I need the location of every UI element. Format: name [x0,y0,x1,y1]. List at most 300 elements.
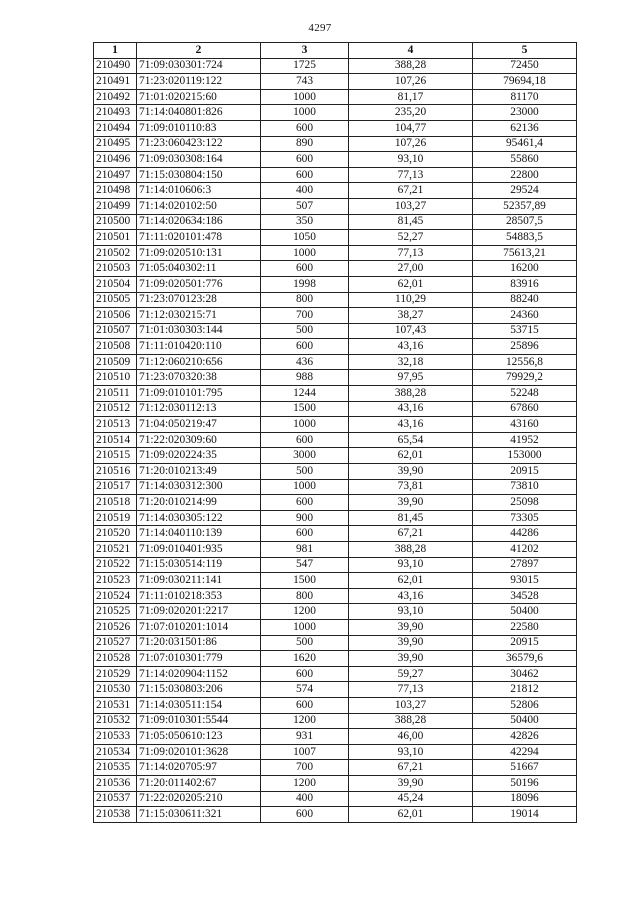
cadastral-number: 71:20:010213:49 [137,464,261,480]
table-row [94,323,577,339]
cadastral-number: 71:23:060423:122 [137,136,261,152]
cadastral-number: 71:09:010101:795 [137,386,261,402]
row-number: 210528 [94,651,137,667]
area-value: 800 [261,292,349,308]
column-header-4: 4 [349,43,473,59]
area-value: 600 [261,666,349,682]
row-number: 210502 [94,245,137,261]
row-number: 210512 [94,401,137,417]
data-table [93,42,577,823]
rate-value: 107,26 [349,136,473,152]
cadastral-number: 71:20:011402:67 [137,775,261,791]
rate-value: 43,16 [349,401,473,417]
row-number: 210517 [94,479,137,495]
cadastral-number: 71:14:020102:50 [137,198,261,214]
row-number: 210504 [94,276,137,292]
area-value: 1050 [261,230,349,246]
column-header-2: 2 [137,43,261,59]
rate-value: 388,28 [349,542,473,558]
area-value: 1500 [261,401,349,417]
amount-value: 23000 [473,105,577,121]
area-value: 400 [261,183,349,199]
area-value: 1998 [261,276,349,292]
area-value: 600 [261,432,349,448]
area-value: 1244 [261,386,349,402]
area-value: 600 [261,167,349,183]
area-value: 1200 [261,713,349,729]
row-number: 210530 [94,682,137,698]
amount-value: 22580 [473,619,577,635]
amount-value: 54883,5 [473,230,577,246]
rate-value: 67,21 [349,183,473,199]
area-value: 600 [261,261,349,277]
rate-value: 93,10 [349,744,473,760]
area-value: 436 [261,354,349,370]
amount-value: 73305 [473,510,577,526]
area-value: 1000 [261,619,349,635]
cadastral-number: 71:07:010201:1014 [137,619,261,635]
row-number: 210537 [94,791,137,807]
area-value: 400 [261,791,349,807]
rate-value: 65,54 [349,432,473,448]
rate-value: 39,90 [349,635,473,651]
rate-value: 97,95 [349,370,473,386]
rate-value: 27,00 [349,261,473,277]
area-value: 350 [261,214,349,230]
cadastral-number: 71:09:020201:2217 [137,604,261,620]
amount-value: 72450 [473,58,577,74]
rate-value: 46,00 [349,729,473,745]
table-row [94,495,577,511]
rate-value: 104,77 [349,120,473,136]
area-value: 743 [261,74,349,90]
amount-value: 67860 [473,401,577,417]
row-number: 210514 [94,432,137,448]
table-row [94,542,577,558]
area-value: 1000 [261,479,349,495]
row-number: 210509 [94,354,137,370]
area-value: 1725 [261,58,349,74]
row-number: 210490 [94,58,137,74]
rate-value: 103,27 [349,697,473,713]
table-row [94,339,577,355]
rate-value: 110,29 [349,292,473,308]
cadastral-number: 71:15:030803:206 [137,682,261,698]
table-row [94,261,577,277]
area-value: 1000 [261,245,349,261]
row-number: 210524 [94,588,137,604]
cadastral-number: 71:04:050219:47 [137,417,261,433]
rate-value: 388,28 [349,713,473,729]
rate-value: 235,20 [349,105,473,121]
amount-value: 34528 [473,588,577,604]
amount-value: 50400 [473,713,577,729]
table-row [94,74,577,90]
area-value: 1007 [261,744,349,760]
cadastral-number: 71:22:020309:60 [137,432,261,448]
table-row [94,120,577,136]
rate-value: 62,01 [349,276,473,292]
table-row [94,152,577,168]
cadastral-number: 71:09:020510:131 [137,245,261,261]
row-number: 210491 [94,74,137,90]
amount-value: 52806 [473,697,577,713]
area-value: 600 [261,152,349,168]
table-row [94,775,577,791]
table-row [94,604,577,620]
column-header-5: 5 [473,43,577,59]
amount-value: 93015 [473,573,577,589]
row-number: 210495 [94,136,137,152]
amount-value: 22800 [473,167,577,183]
row-number: 210525 [94,604,137,620]
row-number: 210510 [94,370,137,386]
table-row [94,635,577,651]
row-number: 210507 [94,323,137,339]
table-row [94,167,577,183]
area-value: 1200 [261,604,349,620]
table-header-row [94,43,577,59]
amount-value: 79929,2 [473,370,577,386]
area-value: 1200 [261,775,349,791]
cadastral-number: 71:01:020215:60 [137,89,261,105]
table-row [94,651,577,667]
rate-value: 38,27 [349,308,473,324]
row-number: 210499 [94,198,137,214]
rate-value: 93,10 [349,152,473,168]
cadastral-number: 71:14:010606:3 [137,183,261,199]
amount-value: 20915 [473,635,577,651]
table-row [94,744,577,760]
table-row [94,479,577,495]
area-value: 1500 [261,573,349,589]
row-number: 210523 [94,573,137,589]
row-number: 210500 [94,214,137,230]
area-value: 3000 [261,448,349,464]
cadastral-number: 71:15:030611:321 [137,807,261,823]
row-number: 210516 [94,464,137,480]
rate-value: 93,10 [349,604,473,620]
cadastral-number: 71:14:030312:300 [137,479,261,495]
cadastral-number: 71:09:020501:776 [137,276,261,292]
table-row [94,510,577,526]
row-number: 210538 [94,807,137,823]
amount-value: 50400 [473,604,577,620]
row-number: 210531 [94,697,137,713]
table-row [94,588,577,604]
cadastral-number: 71:23:070320:38 [137,370,261,386]
amount-value: 16200 [473,261,577,277]
table-row [94,183,577,199]
area-value: 1000 [261,105,349,121]
cadastral-number: 71:09:030301:724 [137,58,261,74]
amount-value: 27897 [473,557,577,573]
amount-value: 81170 [473,89,577,105]
area-value: 600 [261,120,349,136]
row-number: 210533 [94,729,137,745]
amount-value: 42826 [473,729,577,745]
amount-value: 75613,21 [473,245,577,261]
rate-value: 388,28 [349,386,473,402]
table-row [94,760,577,776]
table-row [94,713,577,729]
amount-value: 153000 [473,448,577,464]
area-value: 600 [261,807,349,823]
cadastral-number: 71:09:010110:83 [137,120,261,136]
column-header-3: 3 [261,43,349,59]
row-number: 210527 [94,635,137,651]
cadastral-number: 71:20:031501:86 [137,635,261,651]
cadastral-number: 71:05:050610:123 [137,729,261,745]
rate-value: 39,90 [349,651,473,667]
rate-value: 62,01 [349,807,473,823]
amount-value: 36579,6 [473,651,577,667]
cadastral-number: 71:14:020904:1152 [137,666,261,682]
rate-value: 67,21 [349,526,473,542]
table-row [94,557,577,573]
rate-value: 45,24 [349,791,473,807]
cadastral-number: 71:11:010218:353 [137,588,261,604]
cadastral-number: 71:09:030308:164 [137,152,261,168]
row-number: 210532 [94,713,137,729]
area-value: 600 [261,526,349,542]
table-row [94,697,577,713]
row-number: 210503 [94,261,137,277]
row-number: 210534 [94,744,137,760]
amount-value: 29524 [473,183,577,199]
table-row [94,308,577,324]
row-number: 210518 [94,495,137,511]
amount-value: 62136 [473,120,577,136]
cadastral-number: 71:09:010401:935 [137,542,261,558]
row-number: 210501 [94,230,137,246]
table-row [94,105,577,121]
amount-value: 88240 [473,292,577,308]
row-number: 210522 [94,557,137,573]
amount-value: 79694,18 [473,74,577,90]
amount-value: 53715 [473,323,577,339]
table-row [94,89,577,105]
rate-value: 59,27 [349,666,473,682]
area-value: 500 [261,464,349,480]
cadastral-number: 71:14:020705:97 [137,760,261,776]
row-number: 210529 [94,666,137,682]
row-number: 210536 [94,775,137,791]
cadastral-number: 71:07:010301:779 [137,651,261,667]
amount-value: 25896 [473,339,577,355]
row-number: 210521 [94,542,137,558]
rate-value: 388,28 [349,58,473,74]
area-value: 500 [261,635,349,651]
amount-value: 73810 [473,479,577,495]
rate-value: 93,10 [349,557,473,573]
table-row [94,230,577,246]
area-value: 800 [261,588,349,604]
amount-value: 83916 [473,276,577,292]
amount-value: 51667 [473,760,577,776]
cadastral-number: 71:14:040110:139 [137,526,261,542]
row-number: 210498 [94,183,137,199]
area-value: 931 [261,729,349,745]
rate-value: 81,45 [349,214,473,230]
rate-value: 103,27 [349,198,473,214]
table-body [94,58,577,822]
row-number: 210494 [94,120,137,136]
rate-value: 77,13 [349,167,473,183]
cadastral-number: 71:12:060210:656 [137,354,261,370]
cadastral-number: 71:12:030215:71 [137,308,261,324]
cadastral-number: 71:09:020101:3628 [137,744,261,760]
table-row [94,526,577,542]
row-number: 210506 [94,308,137,324]
rate-value: 81,17 [349,89,473,105]
table-row [94,276,577,292]
cadastral-number: 71:22:020205:210 [137,791,261,807]
area-value: 507 [261,198,349,214]
amount-value: 41952 [473,432,577,448]
rate-value: 43,16 [349,588,473,604]
table-row [94,136,577,152]
column-header-1: 1 [94,43,137,59]
row-number: 210511 [94,386,137,402]
amount-value: 24360 [473,308,577,324]
rate-value: 62,01 [349,448,473,464]
amount-value: 19014 [473,807,577,823]
rate-value: 62,01 [349,573,473,589]
rate-value: 107,43 [349,323,473,339]
table-row [94,245,577,261]
amount-value: 95461,4 [473,136,577,152]
area-value: 988 [261,370,349,386]
row-number: 210520 [94,526,137,542]
rate-value: 77,13 [349,682,473,698]
rate-value: 77,13 [349,245,473,261]
cadastral-number: 71:15:030804:150 [137,167,261,183]
row-number: 210519 [94,510,137,526]
area-value: 981 [261,542,349,558]
amount-value: 25098 [473,495,577,511]
cadastral-number: 71:23:070123:28 [137,292,261,308]
area-value: 600 [261,697,349,713]
rate-value: 43,16 [349,417,473,433]
cadastral-number: 71:15:030514:119 [137,557,261,573]
rate-value: 39,90 [349,619,473,635]
amount-value: 12556,8 [473,354,577,370]
amount-value: 28507,5 [473,214,577,230]
row-number: 210526 [94,619,137,635]
table-row [94,401,577,417]
table-row [94,464,577,480]
row-number: 210492 [94,89,137,105]
area-value: 600 [261,495,349,511]
rate-value: 52,27 [349,230,473,246]
cadastral-number: 71:23:020119:122 [137,74,261,90]
amount-value: 20915 [473,464,577,480]
cadastral-number: 71:09:030211:141 [137,573,261,589]
amount-value: 42294 [473,744,577,760]
row-number: 210535 [94,760,137,776]
table-row [94,729,577,745]
table-row [94,292,577,308]
cadastral-number: 71:11:010420:110 [137,339,261,355]
table-row [94,573,577,589]
cadastral-number: 71:14:020634:186 [137,214,261,230]
cadastral-number: 71:20:010214:99 [137,495,261,511]
cadastral-number: 71:14:030511:154 [137,697,261,713]
rate-value: 107,26 [349,74,473,90]
amount-value: 30462 [473,666,577,682]
page-number: 4297 [308,22,332,34]
area-value: 900 [261,510,349,526]
table-row [94,417,577,433]
cadastral-number: 71:11:020101:478 [137,230,261,246]
cadastral-number: 71:12:030112:13 [137,401,261,417]
table-row [94,214,577,230]
area-value: 547 [261,557,349,573]
row-number: 210493 [94,105,137,121]
rate-value: 43,16 [349,339,473,355]
area-value: 600 [261,339,349,355]
table-row [94,354,577,370]
area-value: 574 [261,682,349,698]
table-row [94,370,577,386]
cadastral-number: 71:14:030305:122 [137,510,261,526]
table-row [94,432,577,448]
row-number: 210513 [94,417,137,433]
rate-value: 39,90 [349,775,473,791]
table-row [94,198,577,214]
area-value: 1000 [261,89,349,105]
amount-value: 21812 [473,682,577,698]
area-value: 1000 [261,417,349,433]
rate-value: 39,90 [349,464,473,480]
table-row [94,666,577,682]
rate-value: 39,90 [349,495,473,511]
row-number: 210515 [94,448,137,464]
amount-value: 41202 [473,542,577,558]
amount-value: 52357,89 [473,198,577,214]
area-value: 500 [261,323,349,339]
row-number: 210496 [94,152,137,168]
area-value: 1620 [261,651,349,667]
table-row [94,58,577,74]
row-number: 210508 [94,339,137,355]
row-number: 210505 [94,292,137,308]
amount-value: 18096 [473,791,577,807]
cadastral-number: 71:14:040801:826 [137,105,261,121]
table-row [94,619,577,635]
amount-value: 50196 [473,775,577,791]
area-value: 890 [261,136,349,152]
table-row [94,807,577,823]
rate-value: 32,18 [349,354,473,370]
amount-value: 44286 [473,526,577,542]
area-value: 700 [261,760,349,776]
row-number: 210497 [94,167,137,183]
table-row [94,386,577,402]
cadastral-number: 71:09:010301:5544 [137,713,261,729]
rate-value: 81,45 [349,510,473,526]
cadastral-number: 71:09:020224:35 [137,448,261,464]
amount-value: 52248 [473,386,577,402]
rate-value: 73,81 [349,479,473,495]
rate-value: 67,21 [349,760,473,776]
amount-value: 55860 [473,152,577,168]
amount-value: 43160 [473,417,577,433]
area-value: 700 [261,308,349,324]
cadastral-number: 71:01:030303:144 [137,323,261,339]
table-row [94,791,577,807]
